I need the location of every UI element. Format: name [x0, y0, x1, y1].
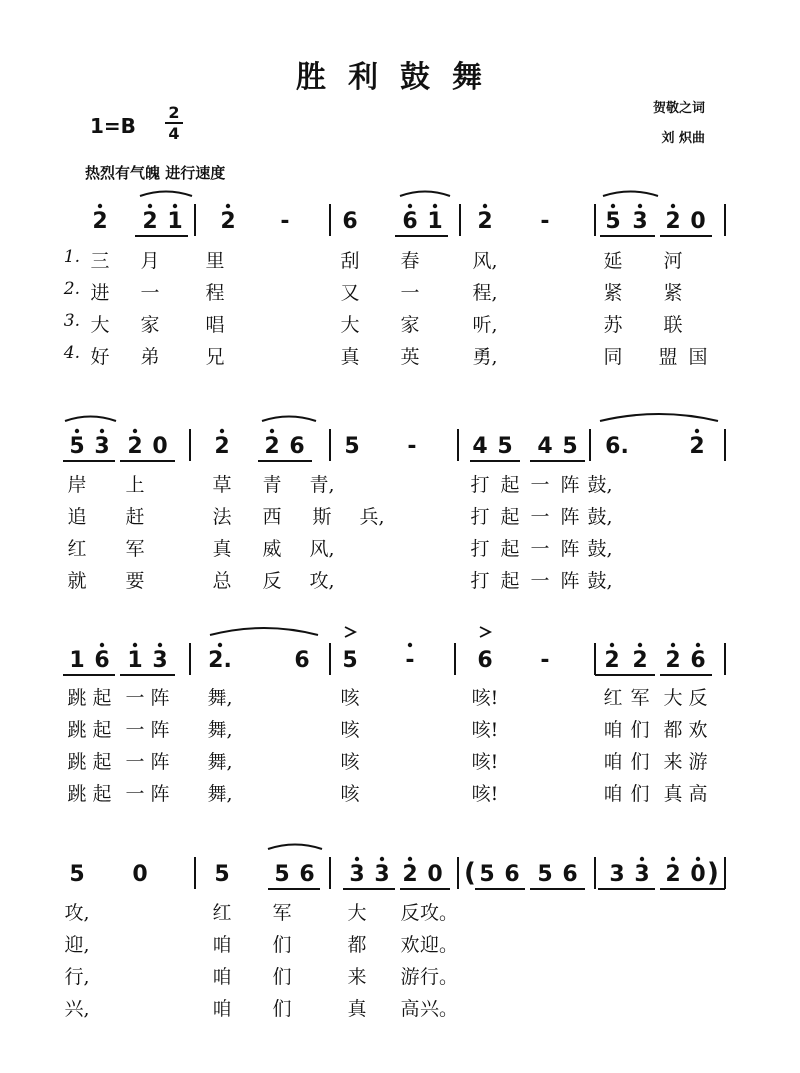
octave-dot: [695, 429, 699, 433]
lyric-syllable: 攻,: [64, 902, 90, 924]
lyric-syllable: 们: [630, 719, 650, 741]
note: 6: [690, 648, 706, 673]
note: 3: [349, 862, 365, 887]
octave-dot: [148, 204, 152, 208]
lyric-syllable: 红: [603, 687, 623, 709]
lyric-syllable: 大: [340, 314, 360, 336]
slur: [600, 414, 718, 421]
song-title: 胜利鼓舞: [296, 60, 504, 95]
note: 2: [689, 434, 705, 459]
note: 6: [94, 648, 110, 673]
sustain-dash: -: [540, 209, 550, 234]
sustain-dash: -: [280, 209, 290, 234]
lyric-syllable: 兴,: [64, 998, 90, 1020]
lyric-syllable: 一: [125, 719, 145, 741]
lyric-syllable: 家: [400, 314, 420, 336]
slur: [210, 628, 318, 635]
lyric-syllable: 跳: [67, 687, 87, 709]
note: 1: [427, 209, 443, 234]
lyric-syllable: 里: [205, 250, 225, 272]
note: 3: [152, 648, 168, 673]
lyric-syllable: 咳!: [471, 719, 499, 741]
octave-dot: [355, 857, 359, 861]
lyric-syllable: 唱: [205, 314, 225, 336]
lyric-syllable: 军: [272, 902, 292, 924]
lyric-syllable: 行。: [420, 966, 459, 988]
note: 3: [374, 862, 390, 887]
lyric-syllable: 好: [90, 346, 110, 368]
verse-number: 3.: [63, 311, 80, 331]
lyric-syllable: 们: [630, 783, 650, 805]
lyric-syllable: 跳: [67, 751, 87, 773]
slur: [400, 192, 450, 197]
lyric-syllable: 反: [688, 687, 708, 709]
lyric-syllable: 联: [663, 314, 683, 336]
lyric-syllable: 又: [340, 282, 360, 304]
lyric-syllable: 一: [530, 570, 550, 592]
lyric-syllable: 们: [272, 934, 292, 956]
slur: [140, 192, 192, 197]
parenthesis: ): [707, 858, 719, 888]
lyric-syllable: 阵: [150, 783, 170, 805]
octave-dot: [218, 643, 222, 647]
octave-dot: [158, 643, 162, 647]
lyric-syllable: 们: [630, 751, 650, 773]
octave-dot: [408, 643, 412, 647]
lyric-syllable: 要: [125, 570, 145, 592]
note: 2: [665, 648, 681, 673]
lyric-syllable: 军: [125, 538, 145, 560]
note: 5: [214, 862, 230, 887]
octave-dot: [100, 429, 104, 433]
note: 5: [69, 434, 85, 459]
octave-dot: [433, 204, 437, 208]
sustain-dash: -: [405, 648, 415, 673]
lyric-syllable: 行,: [64, 966, 90, 988]
octave-dot: [696, 643, 700, 647]
octave-dot: [226, 204, 230, 208]
octave-dot: [671, 204, 675, 208]
lyric-syllable: 一: [140, 282, 160, 304]
lyric-syllable: 鼓,: [587, 506, 613, 528]
lyric-syllable: 咳!: [471, 751, 499, 773]
lyric-syllable: 风,: [472, 250, 498, 272]
octave-dot: [671, 643, 675, 647]
note: 0: [690, 862, 706, 887]
octave-dot: [100, 643, 104, 647]
octave-dot: [380, 857, 384, 861]
octave-dot: [173, 204, 177, 208]
note: 2: [214, 434, 230, 459]
lyric-syllable: 青,: [309, 474, 335, 496]
lyric-syllable: 听,: [472, 314, 498, 336]
note: 2: [665, 209, 681, 234]
lyric-syllable: 欢: [688, 719, 708, 741]
note: 6: [299, 862, 315, 887]
lyric-syllable: 一: [530, 538, 550, 560]
lyric-syllable: 咳: [340, 751, 360, 773]
octave-dot: [133, 429, 137, 433]
lyric-syllable: 打: [470, 538, 490, 560]
lyric-syllable: 一: [125, 687, 145, 709]
lyric-syllable: 欢: [400, 934, 420, 956]
lyric-syllable: 咳: [340, 783, 360, 805]
lyric-syllable: 阵: [150, 687, 170, 709]
lyric-syllable: 迎。: [420, 934, 459, 956]
lyric-syllable: 军: [630, 687, 650, 709]
octave-dot: [696, 857, 700, 861]
note: 1: [69, 648, 85, 673]
note: 3: [609, 862, 625, 887]
lyric-syllable: 起: [500, 538, 520, 560]
lyric-syllable: 咱: [603, 751, 623, 773]
lyric-syllable: 风,: [309, 538, 335, 560]
lyric-syllable: 总: [212, 570, 232, 592]
lyric-syllable: 阵: [560, 570, 580, 592]
note: 2: [264, 434, 280, 459]
verse-number: 2.: [63, 279, 80, 299]
note: 3: [634, 862, 650, 887]
lyric-syllable: 都: [347, 934, 367, 956]
lyric-syllable: 紧: [663, 282, 683, 304]
lyric-syllable: 苏: [603, 314, 623, 336]
note: 3: [94, 434, 110, 459]
lyric-syllable: 鼓,: [587, 570, 613, 592]
octave-dot: [75, 429, 79, 433]
lyric-syllable: 上: [125, 474, 145, 496]
octave-dot: [133, 643, 137, 647]
lyric-syllable: 来: [347, 966, 367, 988]
lyric-syllable: 同: [603, 346, 623, 368]
lyric-syllable: 岸: [67, 474, 87, 496]
note: 6: [342, 209, 358, 234]
lyric-syllable: 攻。: [420, 902, 459, 924]
octave-dot: [408, 857, 412, 861]
lyric-syllable: 国: [688, 346, 708, 368]
lyric-syllable: 咱: [603, 719, 623, 741]
lyric-syllable: 兄: [205, 346, 225, 368]
octave-dot: [610, 643, 614, 647]
note: 2: [604, 648, 620, 673]
verse-number: 1.: [63, 247, 80, 267]
lyric-syllable: 阵: [560, 474, 580, 496]
note: 2: [477, 209, 493, 234]
octave-dot: [611, 204, 615, 208]
lyric-syllable: 赶: [125, 506, 145, 528]
lyric-syllable: 咳!: [471, 687, 499, 709]
lyric-syllable: 都: [663, 719, 683, 741]
lyric-syllable: 三: [90, 250, 110, 272]
octave-dot: [408, 204, 412, 208]
note: 5: [479, 862, 495, 887]
lyric-syllable: 真: [663, 783, 683, 805]
note: 5: [605, 209, 621, 234]
lyric-syllable: 起: [92, 751, 112, 773]
lyric-syllable: 打: [470, 506, 490, 528]
note: 1: [127, 648, 143, 673]
accent-mark: [480, 627, 490, 637]
lyric-syllable: 鼓,: [587, 538, 613, 560]
lyric-syllable: 起: [92, 687, 112, 709]
lyric-syllable: 舞,: [207, 719, 233, 741]
lyric-syllable: 游: [688, 751, 708, 773]
note: 6: [477, 648, 493, 673]
lyric-syllable: 咳!: [471, 783, 499, 805]
time-signature-top: 2: [168, 103, 180, 122]
lyric-syllable: 大: [663, 687, 683, 709]
lyric-syllable: 刮: [340, 250, 360, 272]
lyric-syllable: 咱: [212, 966, 232, 988]
lyric-syllable: 斯: [312, 506, 332, 528]
lyric-syllable: 月: [140, 250, 160, 272]
octave-dot: [270, 429, 274, 433]
lyric-syllable: 一: [530, 474, 550, 496]
lyric-syllable: 咱: [212, 934, 232, 956]
note: 6: [294, 648, 310, 673]
lyric-syllable: 真: [347, 998, 367, 1020]
note: 0: [152, 434, 168, 459]
slur: [603, 192, 658, 197]
lyric-syllable: 跳: [67, 719, 87, 741]
sustain-dash: -: [407, 434, 417, 459]
note: 2: [220, 209, 236, 234]
lyric-syllable: 起: [92, 719, 112, 741]
octave-dot: [638, 204, 642, 208]
lyric-syllable: 阵: [560, 506, 580, 528]
note: 2: [92, 209, 108, 234]
lyric-syllable: 一: [125, 783, 145, 805]
octave-dot: [638, 643, 642, 647]
lyric-syllable: 盟: [658, 346, 678, 368]
note: 6: [289, 434, 305, 459]
lyric-syllable: 一: [125, 751, 145, 773]
lyric-syllable: 咳: [340, 719, 360, 741]
octave-dot: [483, 204, 487, 208]
lyric-syllable: 咳: [340, 687, 360, 709]
lyric-syllable: 真: [340, 346, 360, 368]
lyric-syllable: 攻,: [309, 570, 335, 592]
lyric-syllable: 兵,: [359, 506, 385, 528]
lyric-syllable: 咱: [212, 998, 232, 1020]
verse-number: 4.: [63, 343, 80, 363]
lyric-syllable: 一: [530, 506, 550, 528]
lyric-syllable: 阵: [150, 719, 170, 741]
note: 5: [537, 862, 553, 887]
note: 2: [142, 209, 158, 234]
accent-mark: [345, 627, 355, 637]
lyric-syllable: 反: [262, 570, 282, 592]
lyric-syllable: 起: [500, 506, 520, 528]
note: 0: [132, 862, 148, 887]
lyric-syllable: 青: [262, 474, 282, 496]
note: 0: [690, 209, 706, 234]
lyric-syllable: 程,: [472, 282, 498, 304]
lyric-syllable: 一: [400, 282, 420, 304]
lyric-syllable: 来: [663, 751, 683, 773]
lyric-syllable: 进: [90, 282, 110, 304]
time-signature-bottom: 4: [168, 124, 180, 143]
lyric-syllable: 延: [603, 250, 623, 272]
lyric-syllable: 们: [272, 966, 292, 988]
lyric-syllable: 紧: [603, 282, 623, 304]
note: 5: [344, 434, 360, 459]
note: 2: [402, 862, 418, 887]
lyricist-credit: 贺敬之词: [652, 101, 705, 116]
lyric-syllable: 程: [205, 282, 225, 304]
lyric-syllable: 威: [262, 538, 282, 560]
lyric-syllable: 阵: [560, 538, 580, 560]
note: 6: [402, 209, 418, 234]
lyric-syllable: 舞,: [207, 783, 233, 805]
tempo-marking: 热烈有气魄 进行速度: [85, 164, 226, 182]
note: 4: [537, 434, 553, 459]
lyric-syllable: 阵: [150, 751, 170, 773]
parenthesis: (: [464, 858, 476, 888]
slur: [268, 845, 322, 850]
lyric-syllable: 兴。: [420, 998, 459, 1020]
lyric-syllable: 咱: [603, 783, 623, 805]
note: 5: [274, 862, 290, 887]
note: 1: [167, 209, 183, 234]
lyric-syllable: 真: [212, 538, 232, 560]
note: 6.: [605, 434, 629, 459]
sustain-dash: -: [540, 648, 550, 673]
lyric-syllable: 跳: [67, 783, 87, 805]
note: 5: [562, 434, 578, 459]
note: 2: [665, 862, 681, 887]
lyric-syllable: 舞,: [207, 687, 233, 709]
lyric-syllable: 打: [470, 474, 490, 496]
note: 3: [632, 209, 648, 234]
lyric-syllable: 高: [400, 998, 420, 1020]
lyric-syllable: 红: [67, 538, 87, 560]
note: 2: [127, 434, 143, 459]
lyric-syllable: 舞,: [207, 751, 233, 773]
lyric-syllable: 起: [500, 474, 520, 496]
note: 5: [497, 434, 513, 459]
lyric-syllable: 大: [347, 902, 367, 924]
lyric-syllable: 春: [400, 250, 420, 272]
lyric-syllable: 西: [262, 506, 282, 528]
octave-dot: [640, 857, 644, 861]
lyric-syllable: 们: [272, 998, 292, 1020]
lyric-syllable: 鼓,: [587, 474, 613, 496]
lyric-syllable: 草: [212, 474, 232, 496]
composer-credit: 刘 炽曲: [661, 131, 705, 146]
octave-dot: [98, 204, 102, 208]
lyric-syllable: 红: [212, 902, 232, 924]
note: 4: [472, 434, 488, 459]
note: 2: [632, 648, 648, 673]
note: 2.: [208, 648, 232, 673]
lyric-syllable: 起: [92, 783, 112, 805]
note: 6: [504, 862, 520, 887]
lyric-syllable: 追: [67, 506, 87, 528]
note: 5: [69, 862, 85, 887]
lyric-syllable: 打: [470, 570, 490, 592]
note: 5: [342, 648, 358, 673]
lyric-syllable: 就: [67, 570, 87, 592]
key-signature: 1=B: [90, 114, 136, 138]
lyric-syllable: 弟: [140, 346, 160, 368]
slur: [65, 417, 116, 422]
lyric-syllable: 高: [688, 783, 708, 805]
lyric-syllable: 迎,: [64, 934, 90, 956]
note: 6: [562, 862, 578, 887]
lyric-syllable: 大: [90, 314, 110, 336]
octave-dot: [671, 857, 675, 861]
lyric-syllable: 河: [663, 250, 683, 272]
note: 0: [427, 862, 443, 887]
lyric-syllable: 勇,: [472, 346, 498, 368]
octave-dot: [220, 429, 224, 433]
lyric-syllable: 反: [400, 902, 420, 924]
lyric-syllable: 英: [400, 346, 420, 368]
slur: [262, 417, 316, 422]
lyric-syllable: 法: [212, 506, 232, 528]
lyric-syllable: 游: [400, 966, 420, 988]
lyric-syllable: 家: [140, 314, 160, 336]
lyric-syllable: 起: [500, 570, 520, 592]
